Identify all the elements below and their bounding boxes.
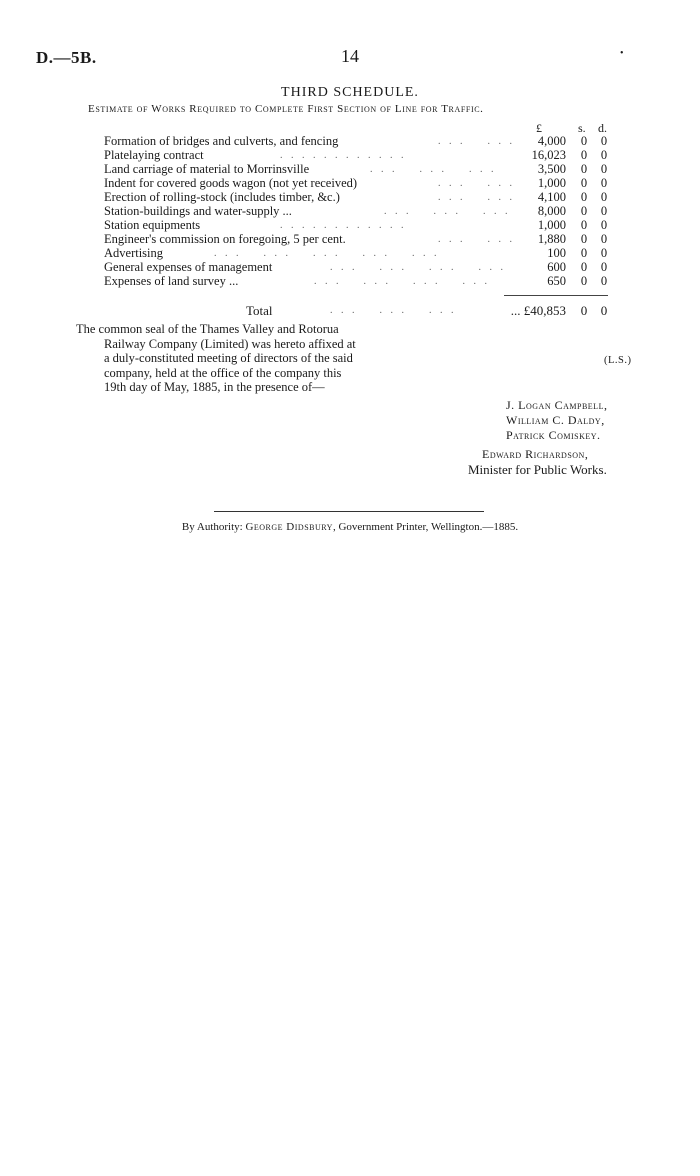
- item-pence: 0: [600, 204, 608, 218]
- item-pounds: 8,000: [537, 204, 566, 218]
- schedule-row: [0, 177, 700, 190]
- item-pence: 0: [600, 218, 608, 232]
- printer-name: George Didsbury: [245, 521, 333, 533]
- leader-dots: . . . . . .: [438, 136, 515, 147]
- item-label: Land carriage of material to Morrinsville: [104, 162, 310, 176]
- item-pence: 0: [600, 232, 608, 246]
- leader-dots: . . . . . . . . .: [330, 305, 457, 316]
- shillings-column-header: s.: [578, 121, 586, 135]
- item-pounds: 100: [547, 246, 566, 260]
- item-shillings: 0: [580, 232, 588, 246]
- schedule-row: [0, 275, 700, 288]
- leader-dots: . . . . . . . . . . . . . . .: [214, 248, 440, 259]
- item-shillings: 0: [580, 148, 588, 162]
- schedule-row: [0, 163, 700, 176]
- item-pounds: 1,880: [537, 232, 566, 246]
- item-shillings: 0: [580, 274, 588, 288]
- item-label: Erection of rolling-stock (includes timber, &c.): [104, 190, 340, 204]
- item-label: Engineer's commission on foregoing, 5 per cent.: [104, 232, 346, 246]
- item-shillings: 0: [580, 190, 588, 204]
- leader-dots: . . . . . . . . . . . .: [314, 276, 490, 287]
- item-pence: 0: [600, 190, 608, 204]
- item-pence: 0: [600, 260, 608, 274]
- item-shillings: 0: [580, 218, 588, 232]
- leader-dots: . . . . . . . . .: [384, 206, 511, 217]
- item-shillings: 0: [580, 246, 588, 260]
- item-label: Formation of bridges and culverts, and fencing: [104, 134, 339, 148]
- signatory-name: J. Logan Campbell,: [506, 398, 608, 412]
- schedule-row: [0, 205, 700, 218]
- total-row: [0, 304, 700, 318]
- item-pounds: 4,000: [537, 134, 566, 148]
- leader-dots: . . . . . . . . .: [370, 164, 497, 175]
- schedule-row: [0, 191, 700, 204]
- item-pounds: 1,000: [537, 176, 566, 190]
- corner-mark: •: [620, 48, 624, 59]
- item-pounds: 650: [547, 274, 566, 288]
- schedule-row: [0, 261, 700, 274]
- item-pounds: 600: [547, 260, 566, 274]
- total-pounds: ... £40,853: [510, 303, 566, 318]
- total-pence: 0: [600, 303, 608, 318]
- item-pence: 0: [600, 176, 608, 190]
- item-shillings: 0: [580, 260, 588, 274]
- pence-column-header: d.: [598, 121, 607, 135]
- schedule-row: [0, 149, 700, 162]
- total-rule: [504, 295, 608, 296]
- item-shillings: 0: [580, 162, 588, 176]
- item-pounds: 3,500: [537, 162, 566, 176]
- item-pence: 0: [600, 274, 608, 288]
- item-label: Advertising: [104, 246, 164, 260]
- leader-dots: . . . . . . . . . . . .: [330, 262, 506, 273]
- item-pence: 0: [600, 162, 608, 176]
- leader-dots: . . . . . .: [438, 192, 515, 203]
- item-pounds: 16,023: [531, 148, 566, 162]
- total-label: Total: [246, 303, 273, 318]
- seal-line: Railway Company (Limited) was hereto affixed at: [104, 336, 356, 351]
- schedule-row: [0, 247, 700, 260]
- item-pounds: 1,000: [537, 218, 566, 232]
- item-label: Expenses of land survey ...: [104, 274, 239, 288]
- signatory-name: William C. Daldy,: [506, 413, 605, 427]
- item-label: General expenses of management: [104, 260, 273, 274]
- total-shillings: 0: [580, 303, 588, 318]
- item-shillings: 0: [580, 204, 588, 218]
- footer-rule: [214, 511, 484, 512]
- page-number: 14: [341, 46, 359, 66]
- item-label: Station-buildings and water-supply ...: [104, 204, 292, 218]
- item-shillings: 0: [580, 134, 588, 148]
- item-label: Station equipments: [104, 218, 201, 232]
- leader-dots: . . . . . . . . . . . .: [280, 220, 407, 231]
- leader-dots: . . . . . .: [438, 234, 515, 245]
- seal-mark: (L.S.): [604, 355, 632, 366]
- schedule-row: [0, 233, 700, 246]
- seal-line: company, held at the office of the company this: [104, 365, 342, 380]
- seal-line: 19th day of May, 1885, in the presence of—: [104, 380, 325, 394]
- schedule-row: [0, 219, 700, 232]
- imprint-prefix: By Authority:: [181, 521, 243, 533]
- item-pounds: 4,100: [537, 190, 566, 204]
- minister-title: Minister for Public Works.: [468, 462, 607, 477]
- document-reference: D.—5B.: [36, 48, 97, 67]
- leader-dots: . . . . . .: [438, 178, 515, 189]
- signatory-name: Patrick Comiskey.: [506, 428, 601, 442]
- item-pence: 0: [600, 246, 608, 260]
- seal-line: a duly-constituted meeting of directors of the said: [104, 351, 353, 365]
- item-shillings: 0: [580, 176, 588, 190]
- pounds-column-header: £: [536, 121, 542, 135]
- item-pence: 0: [600, 148, 608, 162]
- item-pence: 0: [600, 134, 608, 148]
- schedule-subtitle: Estimate of Works Required to Complete First Section of Line for Traffic.: [88, 103, 484, 115]
- printer-imprint: [0, 521, 700, 533]
- item-label: Indent for covered goods wagon (not yet received): [104, 176, 358, 190]
- leader-dots: . . . . . . . . . . . .: [280, 150, 407, 161]
- imprint-suffix: , Government Printer, Wellington.—1885.: [332, 521, 519, 533]
- item-label: Platelaying contract: [104, 148, 204, 162]
- seal-line: The common seal of the Thames Valley and Rotorua: [76, 322, 339, 336]
- minister-name: Edward Richardson,: [482, 447, 589, 461]
- schedule-title: THIRD SCHEDULE.: [281, 85, 419, 100]
- schedule-row: [0, 135, 700, 148]
